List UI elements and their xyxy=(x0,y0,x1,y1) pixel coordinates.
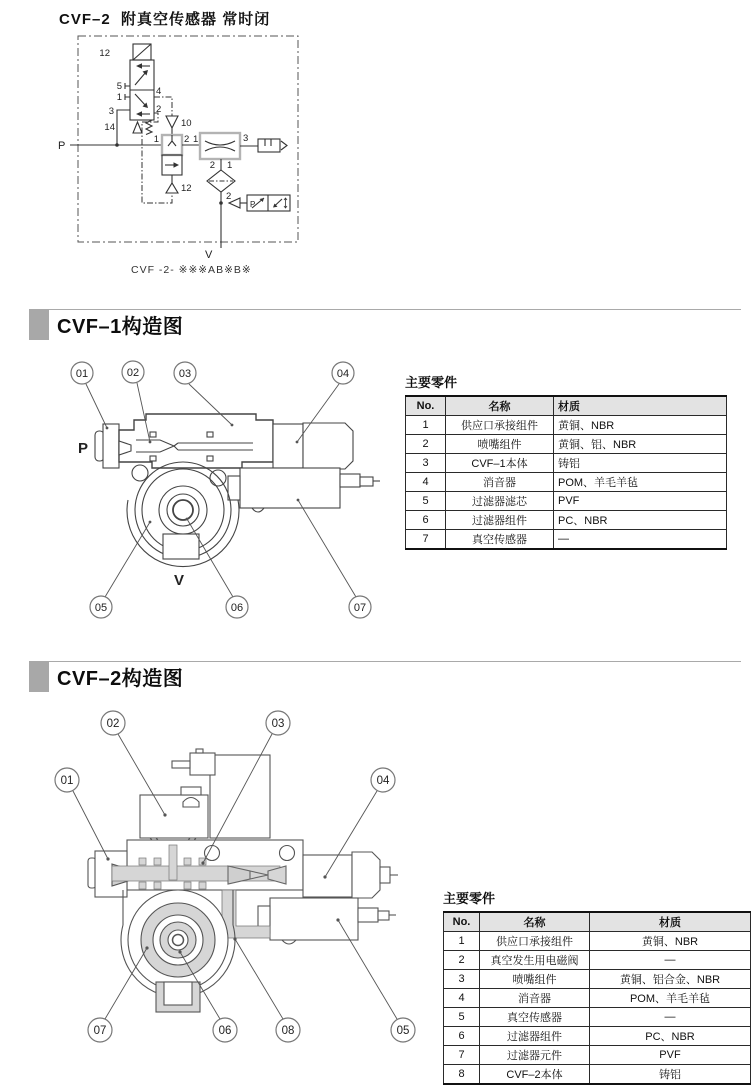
p-port-label: P xyxy=(58,140,66,152)
junction-dot xyxy=(115,143,119,147)
muffler-symbol xyxy=(258,139,287,152)
model-number-caption: CVF -2- ※※※AB※B※ xyxy=(131,264,252,276)
cvf1-parts-title: 主要零件 xyxy=(405,375,458,390)
table-row: 3 CVF–1本体 铸铝 xyxy=(406,454,727,473)
table-row: 2 喷嘴组件 黄铜、铝、NBR xyxy=(406,435,727,454)
supply-valve-symbol xyxy=(162,135,182,175)
section-marker-cvf2 xyxy=(29,661,49,692)
table-row: 4 消音器 POM、羊毛羊毡 xyxy=(444,989,751,1008)
col-material: 材质 xyxy=(554,396,727,416)
table-row: 1 供应口承接组件 黄铜、NBR xyxy=(444,932,751,951)
svg-text:03: 03 xyxy=(178,368,192,380)
cvf1-parts-table xyxy=(405,395,727,550)
cvf1-drawing xyxy=(95,414,380,567)
col-name: 名称 xyxy=(446,396,554,416)
filter-port1-label: 1 xyxy=(227,160,233,171)
pneumatic-circuit-diagram xyxy=(50,30,310,270)
col-material: 材质 xyxy=(590,912,751,932)
svg-text:06: 06 xyxy=(230,602,244,614)
table-row: 7 真空传感器 — xyxy=(406,530,727,550)
cvf1-v-label: V xyxy=(174,572,185,589)
svg-text:14: 14 xyxy=(104,122,115,133)
table-row: 5 真空传感器 — xyxy=(444,1008,751,1027)
page-title: CVF–2 附真空传感器 常时闭 xyxy=(59,11,271,28)
cvf1-structure-figure xyxy=(40,358,410,620)
svg-text:01: 01 xyxy=(75,368,89,380)
venturi-out-label: 3 xyxy=(243,133,249,144)
pilot-lines xyxy=(142,97,172,203)
valve-out-label: 2 xyxy=(184,134,190,145)
filter-port2-label: 2 xyxy=(209,160,215,171)
table-header-row xyxy=(444,912,751,932)
cvf1-p-label: P xyxy=(78,440,89,457)
svg-text:4: 4 xyxy=(156,86,162,97)
vacuum-sensor-symbol xyxy=(229,195,290,211)
section-title-cvf2: CVF–2构造图 xyxy=(57,668,184,690)
col-no: No. xyxy=(444,912,480,932)
table-row: 6 过滤器组件 PC、NBR xyxy=(444,1027,751,1046)
col-name: 名称 xyxy=(480,912,590,932)
cvf2-structure-figure xyxy=(30,700,450,1064)
svg-text:04: 04 xyxy=(376,775,390,787)
table-row: 1 供应口承接组件 黄铜、NBR xyxy=(406,416,727,435)
table-row: 7 过滤器元件 PVF xyxy=(444,1046,751,1065)
svg-text:06: 06 xyxy=(218,1025,232,1037)
svg-text:05: 05 xyxy=(396,1025,410,1037)
pilot-valve-symbol xyxy=(125,44,154,135)
svg-text:01: 01 xyxy=(60,775,74,787)
svg-text:07: 07 xyxy=(353,602,367,614)
svg-text:2: 2 xyxy=(156,104,162,115)
branch-dot xyxy=(219,201,223,205)
svg-text:05: 05 xyxy=(94,602,108,614)
svg-text:1: 1 xyxy=(116,92,122,103)
svg-text:04: 04 xyxy=(336,368,350,380)
table-row: 5 过滤器滤芯 PVF xyxy=(406,492,727,511)
svg-text:08: 08 xyxy=(281,1025,295,1037)
svg-text:3: 3 xyxy=(108,106,114,117)
svg-text:02: 02 xyxy=(106,718,120,730)
table-row: 4 消音器 POM、羊毛羊毡 xyxy=(406,473,727,492)
venturi-in-label: 1 xyxy=(193,134,199,145)
check-12-label: 12 xyxy=(181,183,192,194)
filter-bottom-label: 2 xyxy=(226,191,232,202)
table-row: 8 CVF–2本体 铸铝 xyxy=(444,1065,751,1085)
table-row: 2 真空发生用电磁阀 — xyxy=(444,951,751,970)
svg-text:02: 02 xyxy=(126,367,140,379)
svg-text:03: 03 xyxy=(271,718,285,730)
col-no: No. xyxy=(406,396,446,416)
section-title-cvf1: CVF–1构造图 xyxy=(57,316,184,338)
svg-text:12: 12 xyxy=(99,48,110,59)
svg-text:5: 5 xyxy=(116,81,122,92)
check-10-label: 10 xyxy=(181,118,192,129)
cvf2-parts-panel xyxy=(443,888,751,1085)
cvf2-parts-title: 主要零件 xyxy=(443,891,496,906)
table-row: 3 喷嘴组件 黄铜、铝合金、NBR xyxy=(444,970,751,989)
v-port-label: V xyxy=(205,249,213,261)
table-row: 6 过滤器组件 PC、NBR xyxy=(406,511,727,530)
svg-text:07: 07 xyxy=(93,1025,107,1037)
section-marker-cvf1 xyxy=(29,309,49,340)
cvf2-parts-table xyxy=(443,911,751,1085)
sensor-p-label: P xyxy=(250,200,256,209)
table-header-row xyxy=(406,396,727,416)
valve-in-label: 1 xyxy=(153,134,159,145)
cvf1-parts-panel xyxy=(405,372,727,550)
